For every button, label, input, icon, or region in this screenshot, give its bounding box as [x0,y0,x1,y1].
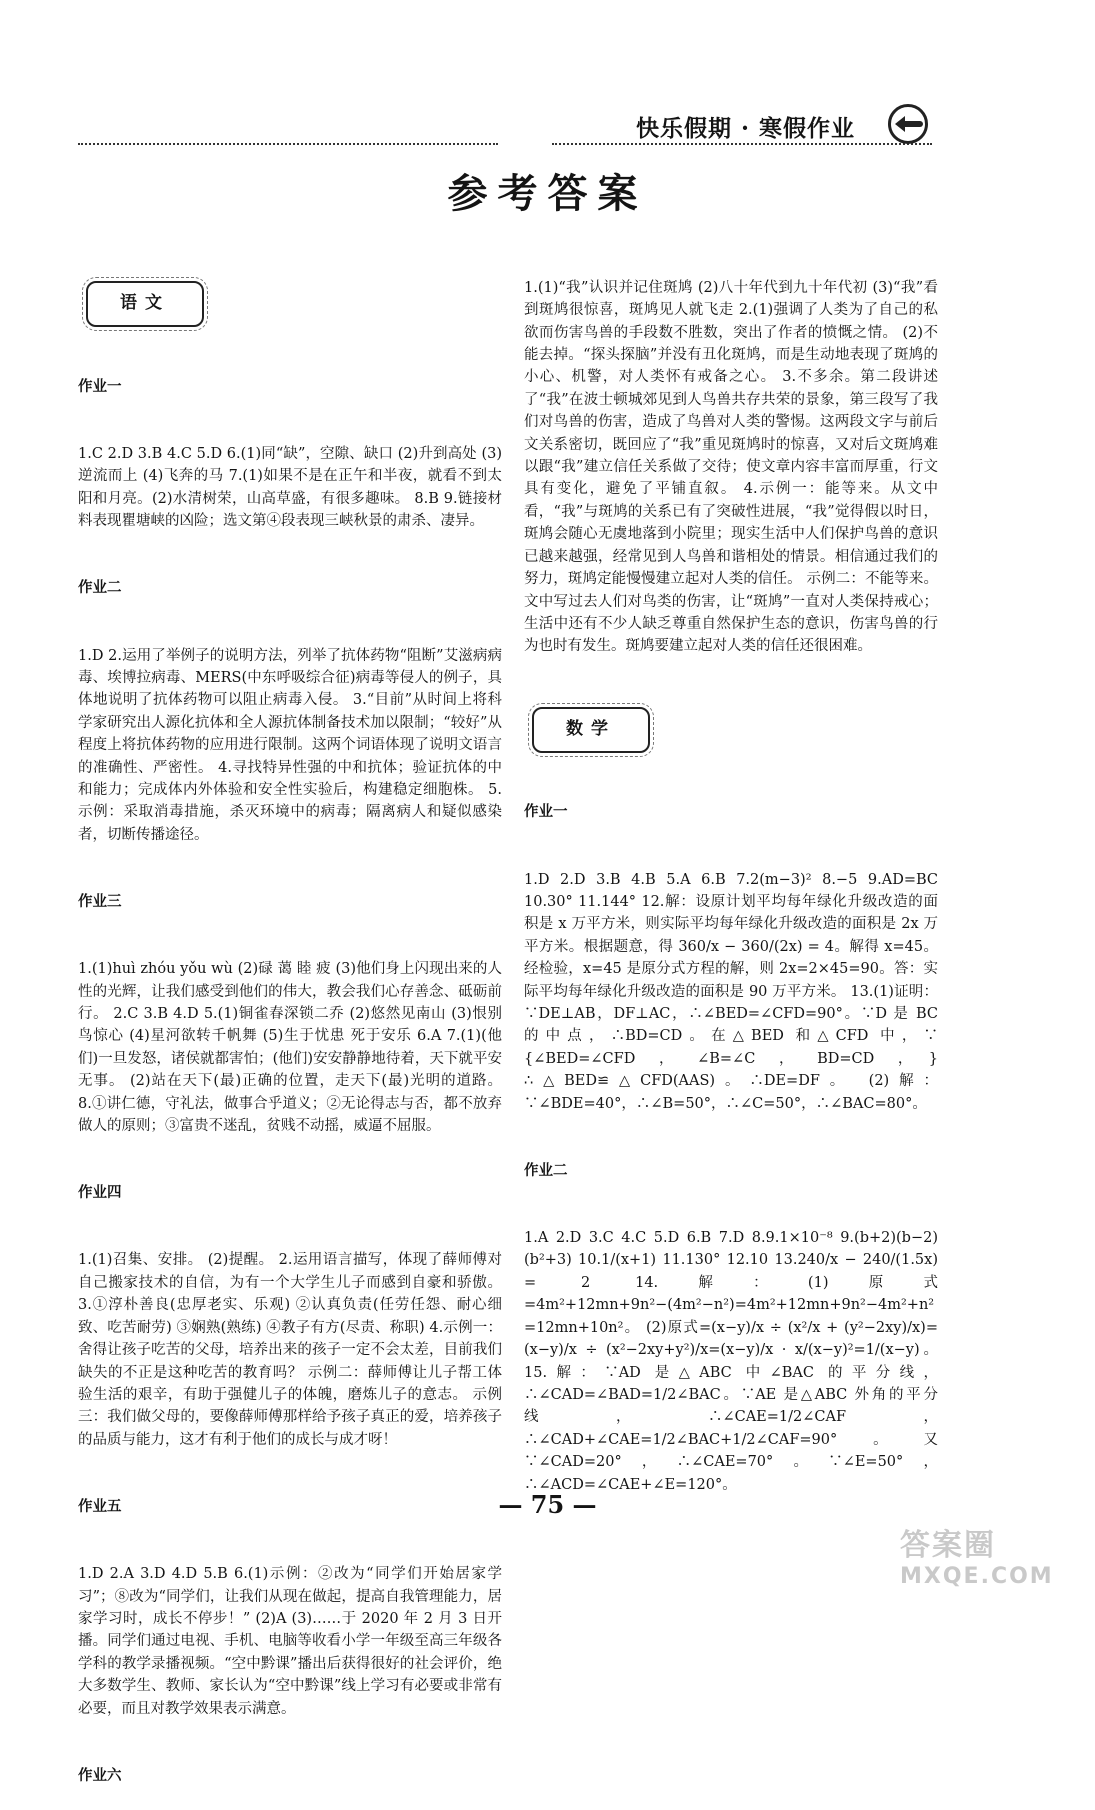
answer-text: 1.D 2.运用了举例子的说明方法，列举了抗体药物“阻断”艾滋病病毒、埃博拉病毒、MERS(中东呼吸综合征)病毒等侵人的例子，具体地说明了抗体药物可以阻止病毒入侵。 3.“目前”从时间上将科学家研究出人源化抗体和全人源抗体制备技术加以限制；“较好”从程度上将抗体药物的应用进行限制。这两个词语体现了说明文语言的准确性、严密性。 4.寻找特异性强的中和抗体；验证抗体的中和能力；完成体内外体验和安全性实验后，构建稳定细胞株。 5.示例：采取消毒措施，杀灭环境中的病毒；隔离病人和疑似感染者，切断传播途径。 [78,647,502,843]
answer-text: 1.D 2.A 3.D 4.D 5.B 6.(1)示例：②改为“同学们开始居家学习”；⑧改为“同学们，让我们从现在做起，提高自我管理能力，居家学习时，成长不停步！” (2)A (3)……于 2020 年 2 月 3 日开播。同学们通过电视、手机、电脑等收看小学一年级至高三年级各学科的教学录播视频。“空中黔课”播出后获得很好的社会评价，绝大多数学生、教师、家长认为“空中黔课”线上学习有必要或非常有必要，而且对教学效果表示满意。 [78,1566,502,1717]
homework-label: 作业六 [78,1767,122,1784]
answer-text: 1.(1)“我”认识并记住斑鸠 (2)八十年代到九十年代初 (3)“我”看到斑鸠很惊喜，斑鸠见人就飞走 2.(1)强调了人类为了自己的私欲而伤害鸟兽的手段数不胜数，突出了作者的愤慨之情。 (2)不能去掉。“探头探脑”并没有丑化斑鸠，而是生动地表现了斑鸠的小心、机警，对人类怀有戒备之心。 3.不多余。第二段讲述了“我”在波士顿城郊见到人鸟兽共存共荣的景象，第三段写了我们对鸟兽的伤害，造成了鸟兽对人类的警惕。这两段文字与前后文关系密切，既回应了“我”重见斑鸠时的惊喜，又对后文斑鸠难以跟“我”建立信任关系做了交待；使文章内容丰富而厚重，行文具有变化，避免了平铺直叙。 4.示例一：能等来。从文中看，“我”与斑鸠的关系已有了突破性进展，“我”觉得假以时日，斑鸠会随心无虞地落到小院里；现实生活中人们保护鸟兽的意识已越来越强，经常见到人鸟兽和谐相处的情景。相信通过我们的努力，斑鸠定能慢慢建立起对人类的信任。 示例二：不能等来。文中写过去人们对鸟类的伤害，让“斑鸠”一直对人类保持戒心；生活中还有不少人缺乏尊重自然保护生态的意识，伤害鸟兽的行为也时有发生。斑鸠要建立起对人类的信任还很困难。 [524,279,938,655]
homework-label: 作业五 [78,1498,122,1515]
header-title: 快乐假期 · 寒假作业 [636,115,856,142]
section-badge-chinese: 语文 [86,281,204,327]
page-number: — 75 — [498,1490,597,1519]
watermark-url: MXQE.COM [900,1564,1054,1589]
answer-text: 1.(1)召集、安排。 (2)提醒。 2.运用语言描写，体现了薛师傅对自己搬家技术的自信，为有一个大学生儿子而感到自豪和骄傲。 3.①淳朴善良(忠厚老实、乐观) ②认真负责(任劳任怨、耐心细致、吃苦耐劳) ③娴熟(熟练) ④教子有方(尽责、称职) 4.示例一：舍得让孩子吃苦的父母，培养出来的孩子一定不会太差，目前我们缺失的不正是这种吃苦的教育吗？ 示例二：薛师傅让儿子帮工体验生活的艰辛，有助于强健儿子的体魄，磨炼儿子的意志。 示例三：我们做父母的，要像薛师傅那样给予孩子真正的爱，培养孩子的品质与能力，这才有利于他们的成长与成才呀！ [78,1252,507,1448]
answer-text: 1.C 2.D 3.B 4.C 5.D 6.(1)同“缺”，空隙、缺口 (2)升到高处 (3)逆流而上 (4)飞奔的马 7.(1)如果不是在正午和半夜，就看不到太阳和月亮。(2)水清树荣，山高草盛，有很多趣味。 8.B 9.链接材料表现瞿塘峡的凶险；选文第④段表现三峡秋景的肃杀、凄异。 [78,445,502,530]
column-right [524,232,943,1518]
header-dotted-rule-right [552,143,932,145]
watermark [900,1520,1080,1590]
answer-text: 1.D 2.D 3.B 4.B 5.A 6.B 7.2(m−3)² 8.−5 9.AD=BC 10.30° 11.144° 12.解：设原计划平均每年绿化升级改造的面积是 x 万平方米，则实际平均每年绿化升级改造的面积是 2x 万平方米。根据题意，得 360/x − 360/(2x) = 4。解得 x=45。经检验，x=45 是原分式方程的解，则 2x=2×45=90。答：实际平均每年绿化升级改造的面积是 90 万平方米。 13.(1)证明：∵DE⊥AB，DF⊥AC，∴∠BED=∠CFD=90°。∵D 是 BC 的中点，∴BD=CD。在△BED 和△CFD 中，∵ {∠BED=∠CFD，∠B=∠C，BD=CD，} ∴△BED≌△CFD(AAS)。∴DE=DF。 (2)解：∵∠BDE=40°，∴∠B=50°，∴∠C=50°，∴∠BAC=80°。 [524,871,943,1112]
watermark-logo: 答案圈 [900,1528,996,1563]
section-badge-math: 数学 [532,707,650,753]
column-left [78,232,507,1810]
page-title: 参考答案 [447,170,648,217]
homework-label: 作业二 [78,580,122,597]
homework-label: 作业二 [524,1162,568,1179]
homework-label: 作业四 [78,1185,122,1202]
header-dotted-rule-left [78,143,498,145]
homework-label: 作业三 [78,893,122,910]
answer-text: 1.A 2.D 3.C 4.C 5.D 6.B 7.D 8.9.1×10⁻⁸ 9.(b+2)(b−2)(b²+3) 10.1/(x+1) 11.130° 12.10 13.240/x − 240/(1.5x) = 2 14.解：(1)原式=4m²+12mn+9n²−(4m²−n²)=4m²+12mn+9n²−4m²+n²=12mn+10n²。 (2)原式=(x−y)/x ÷ (x²/x + (y²−2xy)/x)=(x−y)/x ÷ (x²−2xy+y²)/x=(x−y)/x · x/(x−y)²=1/(x−y)。 15.解：∵AD 是△ABC 中∠BAC 的平分线，∴∠CAD=∠BAD=1/2∠BAC。∵AE 是△ABC 外角的平分线，∴∠CAE=1/2∠CAF，∴∠CAD+∠CAE=1/2∠BAC+1/2∠CAF=90°。又∵∠CAD=20°，∴∠CAE=70°。∵∠E=50°，∴∠ACD=∠CAE+∠E=120°。 [524,1230,943,1493]
homework-label: 作业一 [78,378,122,395]
answer-text: 1.(1)huì zhóu yǒu wù (2)碌 蔼 睦 疲 (3)他们身上闪现出来的人性的光辉，让我们感受到他们的伟大，教会我们心存善念、砥砺前行。 2.C 3.B 4.D 5.(1)铜雀春深锁二乔 (2)悠然见南山 (3)恨别鸟惊心 (4)星河欲转千帆舞 (5)生于忧患 死于安乐 6.A 7.(1)(他们)一旦发怒，诸侯就都害怕；(他们)安安静静地待着，天下就平安无事。 (2)站在天下(最)正确的位置，走天下(最)光明的道路。 8.①讲仁德，守礼法，做事合乎道义；②无论得志与否，都不放弃做人的原则；③富贵不迷乱，贫贱不动摇，威逼不屈服。 [78,961,507,1135]
homework-label: 作业一 [524,804,568,821]
arrow-circle-icon [888,104,928,144]
